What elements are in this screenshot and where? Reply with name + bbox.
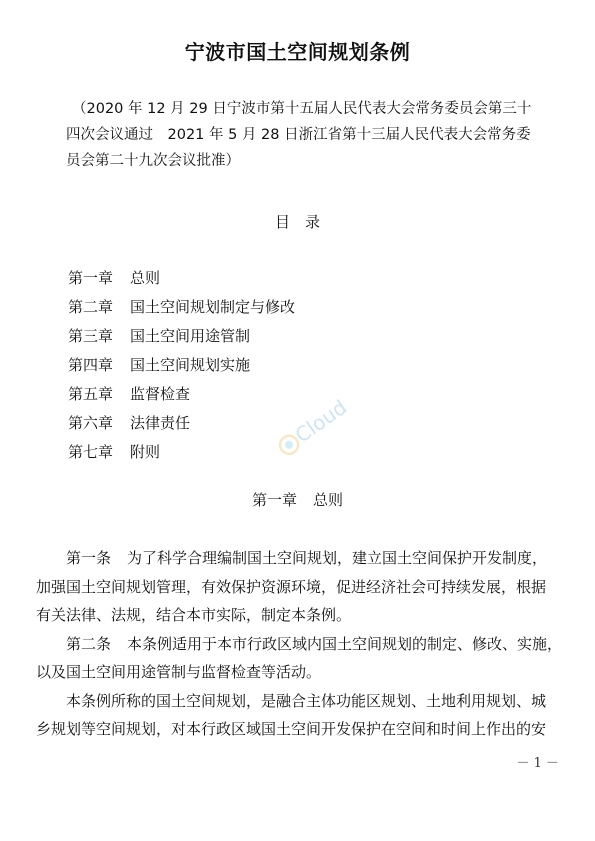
article-number: 第一条 (66, 549, 112, 567)
article-number: 第二条 (66, 634, 112, 653)
toc-item-number: 第三章 (68, 327, 114, 345)
watermark-text: Cloud (290, 395, 352, 448)
toc-item-number: 第四章 (68, 356, 114, 374)
subtitle-line: 四次会议通过 2021 年 5 月 28 日浙江省第十三届人民代表大会常务委 (66, 127, 531, 143)
chapter-title: 总则 (313, 491, 344, 509)
cloud-watermark-icon (258, 378, 358, 468)
toc-title: 目 录 (274, 213, 320, 231)
toc-item-label: 附则 (130, 443, 161, 461)
toc-item (68, 322, 295, 351)
toc-item-number: 第五章 (68, 385, 114, 403)
subtitle-line: 员会第二十九次会议批准） (66, 153, 240, 169)
article-line: 第二条 本条例适用于本市行政区域内国土空间规划的制定、修改、实施， (66, 634, 563, 653)
toc-item-label: 国土空间规划制定与修改 (130, 298, 296, 316)
toc-item-number: 第二章 (68, 298, 114, 316)
toc-item-number: 第一章 (68, 269, 114, 287)
chapter-number: 第一章 (251, 491, 297, 509)
chapter-heading (0, 489, 595, 510)
toc-item-label: 国土空间规划实施 (130, 356, 251, 374)
toc-item-label: 监督检查 (130, 385, 191, 403)
page-number: － 1 － (516, 756, 559, 771)
paragraph-line: 本条例所称的国土空间规划，是融合主体功能区规划、土地利用规划、城 (66, 691, 547, 710)
toc-item (68, 351, 295, 380)
document-subtitle (66, 96, 546, 174)
paragraph-line: 乡规划等空间规划，对本行政区域国土空间开发保护在空间和时间上作出的安 (36, 720, 547, 738)
toc-item (68, 264, 295, 293)
toc-item-label: 总则 (130, 269, 161, 287)
toc-item-number: 第七章 (68, 443, 114, 461)
article-line: 以及国土空间用途管制与监督检查等活动。 (36, 663, 322, 681)
toc-item (68, 293, 295, 322)
article-line: 加强国土空间规划管理，有效保护资源环境，促进经济社会可持续发展，根据 (36, 577, 547, 596)
toc-item-label: 法律责任 (130, 414, 191, 432)
document-title: 宁波市国土空间规划条例 (184, 40, 411, 64)
subtitle-line: （2020 年 12 月 29 日宁波市第十五届人民代表大会常务委员会第三十 (72, 101, 532, 117)
body-text (36, 544, 563, 744)
article-line: 有关法律、法规，结合本市实际，制定本条例。 (36, 606, 352, 624)
toc-item-number: 第六章 (68, 414, 114, 432)
toc-item-label: 国土空间用途管制 (130, 327, 251, 345)
article-line: 第一条 为了科学合理编制国土空间规划，建立国土空间保护开发制度， (66, 549, 548, 567)
